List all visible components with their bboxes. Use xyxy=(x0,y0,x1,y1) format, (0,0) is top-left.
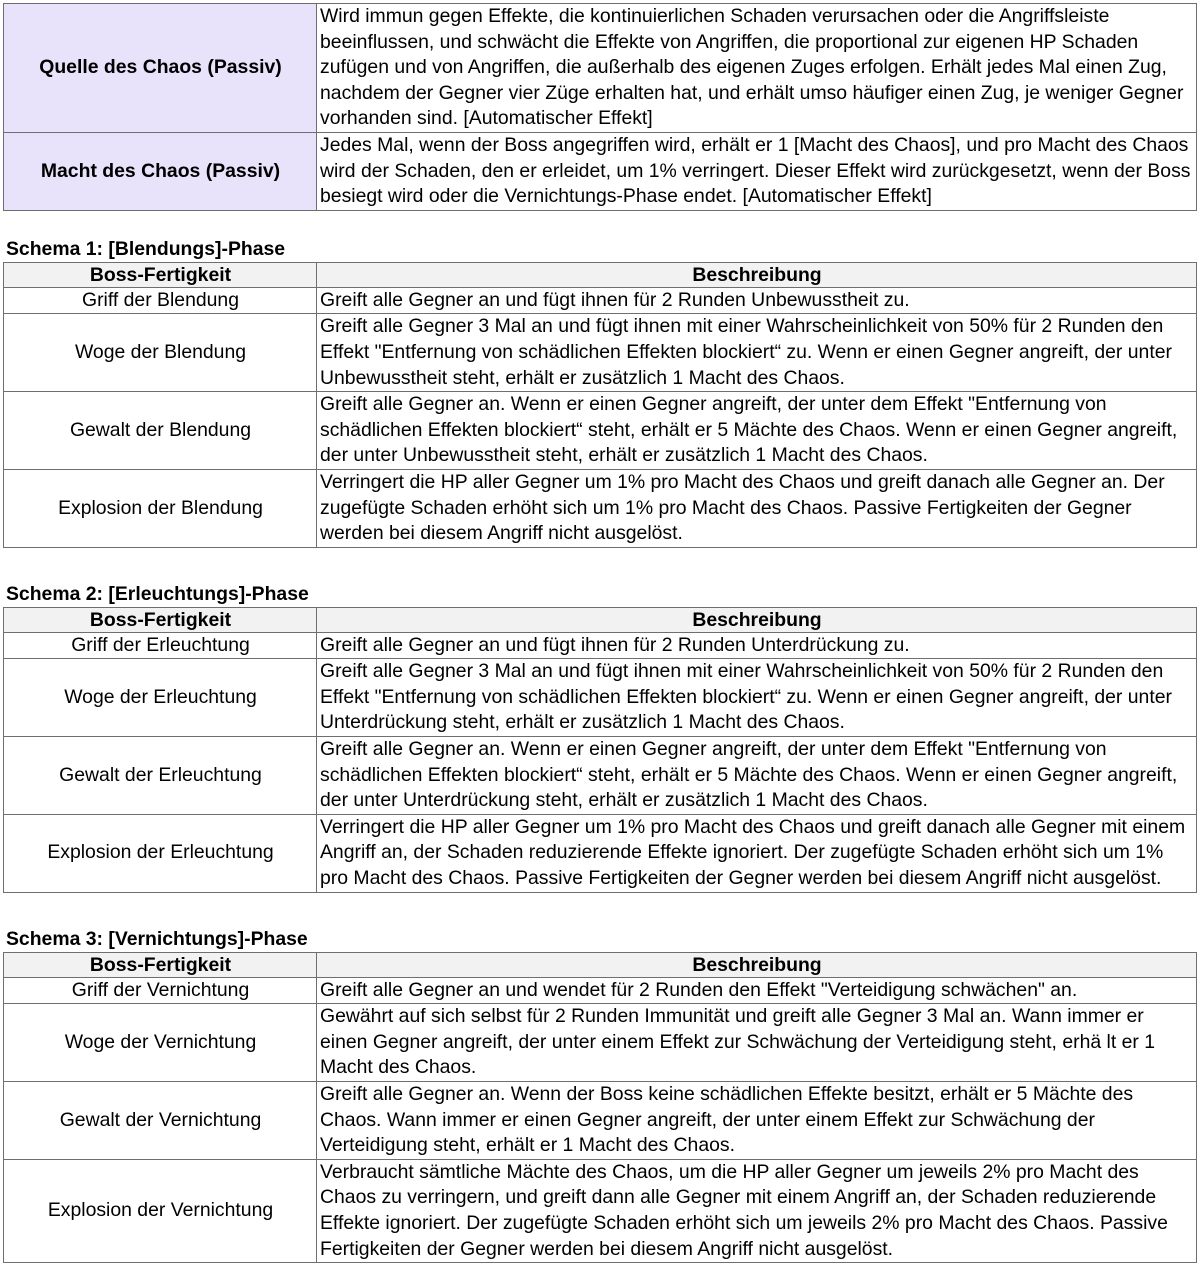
skill-description: Greift alle Gegner an. Wenn er einen Gegner angreift, der unter dem Effekt "Entfernung von schädlichen Effekten blockiert“ steht, erhält er 5 Mächte des Chaos. Wenn er einen Gegner angreift, der unter Unterdrückung steht, erhält er zusätzlich 1 Macht des Chaos. xyxy=(317,737,1197,815)
table-row xyxy=(4,287,1197,314)
schema-table xyxy=(3,607,1197,893)
table-row xyxy=(4,392,1197,470)
skill-name: Gewalt der Blendung xyxy=(4,392,317,470)
skill-name: Explosion der Erleuchtung xyxy=(4,814,317,892)
skill-description: Verringert die HP aller Gegner um 1% pro Macht des Chaos und greift danach alle Gegner an. Der zugefügte Schaden erhöht sich um 1% pro Macht des Chaos. Passive Fertigkeiten der Gegner werden bei diesem Angriff nicht ausgelöst. xyxy=(317,469,1197,547)
table-row xyxy=(4,737,1197,815)
skill-name: Explosion der Vernichtung xyxy=(4,1159,317,1262)
column-header-skill: Boss-Fertigkeit xyxy=(4,262,317,287)
skill-description: Greift alle Gegner an und fügt ihnen für 2 Runden Unterdrückung zu. xyxy=(317,632,1197,659)
column-header-description: Beschreibung xyxy=(317,607,1197,632)
table-header-row xyxy=(4,952,1197,977)
passive-table xyxy=(3,3,1197,211)
schema-table xyxy=(3,262,1197,548)
table-row xyxy=(4,814,1197,892)
table-row xyxy=(4,1004,1197,1082)
skill-name: Gewalt der Erleuchtung xyxy=(4,737,317,815)
skill-name: Griff der Erleuchtung xyxy=(4,632,317,659)
skill-description: Gewährt auf sich selbst für 2 Runden Immunität und greift alle Gegner 3 Mal an. Wann immer er einen Gegner angreift, der unter einem Effekt zur Schwächung der Verteidigung steht, erhä lt er 1 Macht des Chaos. xyxy=(317,1004,1197,1082)
table-row xyxy=(4,132,1197,210)
passive-description: Jedes Mal, wenn der Boss angegriffen wird, erhält er 1 [Macht des Chaos], und pro Macht des Chaos wird der Schaden, den er erleidet, um 1% verringert. Dieser Effekt wird zurückgesetzt, wenn der Boss besiegt wird oder die Vernichtungs-Phase endet. [Automatischer Effekt] xyxy=(317,132,1197,210)
column-header-description: Beschreibung xyxy=(317,952,1197,977)
passive-name: Macht des Chaos (Passiv) xyxy=(4,132,317,210)
skill-name: Griff der Vernichtung xyxy=(4,977,317,1004)
document xyxy=(3,3,1196,1263)
table-row xyxy=(4,1082,1197,1160)
passive-name: Quelle des Chaos (Passiv) xyxy=(4,4,317,133)
skill-name: Gewalt der Vernichtung xyxy=(4,1082,317,1160)
schema-title: Schema 1: [Blendungs]-Phase xyxy=(6,237,286,260)
schema-title: Schema 2: [Erleuchtungs]-Phase xyxy=(6,582,309,605)
skill-name: Woge der Blendung xyxy=(4,314,317,392)
passive-description: Wird immun gegen Effekte, die kontinuierlichen Schaden verursachen oder die Angriffsleiste beeinflussen, und schwächt die Effekte von Angriffen, die proportional zur eigenen HP Schaden zufügen und von Angriffen, die außerhalb des eigenen Zuges erfolgen. Erhält jedes Mal einen Zug, nachdem der Gegner vier Züge erhalten hat, und erhält umso häufiger einen Zug, je weniger Gegner vorhanden sind. [Automatischer Effekt] xyxy=(317,4,1197,133)
skill-name: Woge der Vernichtung xyxy=(4,1004,317,1082)
table-row xyxy=(4,659,1197,737)
column-header-skill: Boss-Fertigkeit xyxy=(4,607,317,632)
table-row xyxy=(4,977,1197,1004)
skill-name: Woge der Erleuchtung xyxy=(4,659,317,737)
table-row xyxy=(4,1159,1197,1262)
column-header-skill: Boss-Fertigkeit xyxy=(4,952,317,977)
skill-name: Griff der Blendung xyxy=(4,287,317,314)
column-header-description: Beschreibung xyxy=(317,262,1197,287)
skill-description: Greift alle Gegner an. Wenn der Boss keine schädlichen Effekte besitzt, erhält er 5 Mächte des Chaos. Wann immer er einen Gegner angreift, der unter einem Effekt zur Schwächung der Verteidigung steht, erhält er 1 Macht des Chaos. xyxy=(317,1082,1197,1160)
skill-description: Greift alle Gegner 3 Mal an und fügt ihnen mit einer Wahrscheinlichkeit von 50% für 2 Runden den Effekt "Entfernung von schädlichen Effekten blockiert“ zu. Wenn er einen Gegner angreift, der unter Unbewusstheit steht, erhält er zusätzlich 1 Macht des Chaos. xyxy=(317,314,1197,392)
skill-description: Verbraucht sämtliche Mächte des Chaos, um die HP aller Gegner um jeweils 2% pro Macht des Chaos zu verringern, und greift dann alle Gegner mit einem Angriff an, der Schaden reduzierende Effekte ignoriert. Der zugefügte Schaden erhöht sich um jeweils 2% pro Macht des Chaos. Passive Fertigkeiten der Gegner werden bei diesem Angriff nicht ausgelöst. xyxy=(317,1159,1197,1262)
skill-description: Verringert die HP aller Gegner um 1% pro Macht des Chaos und greift danach alle Gegner mit einem Angriff an, der Schaden reduzierende Effekte ignoriert. Der zugefügte Schaden erhöht sich um 1% pro Macht des Chaos. Passive Fertigkeiten der Gegner werden bei diesem Angriff nicht ausgelöst. xyxy=(317,814,1197,892)
schema-table xyxy=(3,952,1197,1264)
skill-name: Explosion der Blendung xyxy=(4,469,317,547)
table-row xyxy=(4,4,1197,133)
table-header-row xyxy=(4,262,1197,287)
table-row xyxy=(4,469,1197,547)
schema-title: Schema 3: [Vernichtungs]-Phase xyxy=(6,927,308,950)
skill-description: Greift alle Gegner 3 Mal an und fügt ihnen mit einer Wahrscheinlichkeit von 50% für 2 Runden den Effekt "Entfernung von schädlichen Effekten blockiert“ zu. Wenn er einen Gegner angreift, der unter Unterdrückung steht, erhält er zusätzlich 1 Macht des Chaos. xyxy=(317,659,1197,737)
skill-description: Greift alle Gegner an und fügt ihnen für 2 Runden Unbewusstheit zu. xyxy=(317,287,1197,314)
table-row xyxy=(4,632,1197,659)
skill-description: Greift alle Gegner an und wendet für 2 Runden den Effekt "Verteidigung schwächen" an. xyxy=(317,977,1197,1004)
table-header-row xyxy=(4,607,1197,632)
skill-description: Greift alle Gegner an. Wenn er einen Gegner angreift, der unter dem Effekt "Entfernung von schädlichen Effekten blockiert“ steht, erhält er 5 Mächte des Chaos. Wenn er einen Gegner angreift, der unter Unbewusstheit steht, erhält er zusätzlich 1 Macht des Chaos. xyxy=(317,392,1197,470)
table-row xyxy=(4,314,1197,392)
